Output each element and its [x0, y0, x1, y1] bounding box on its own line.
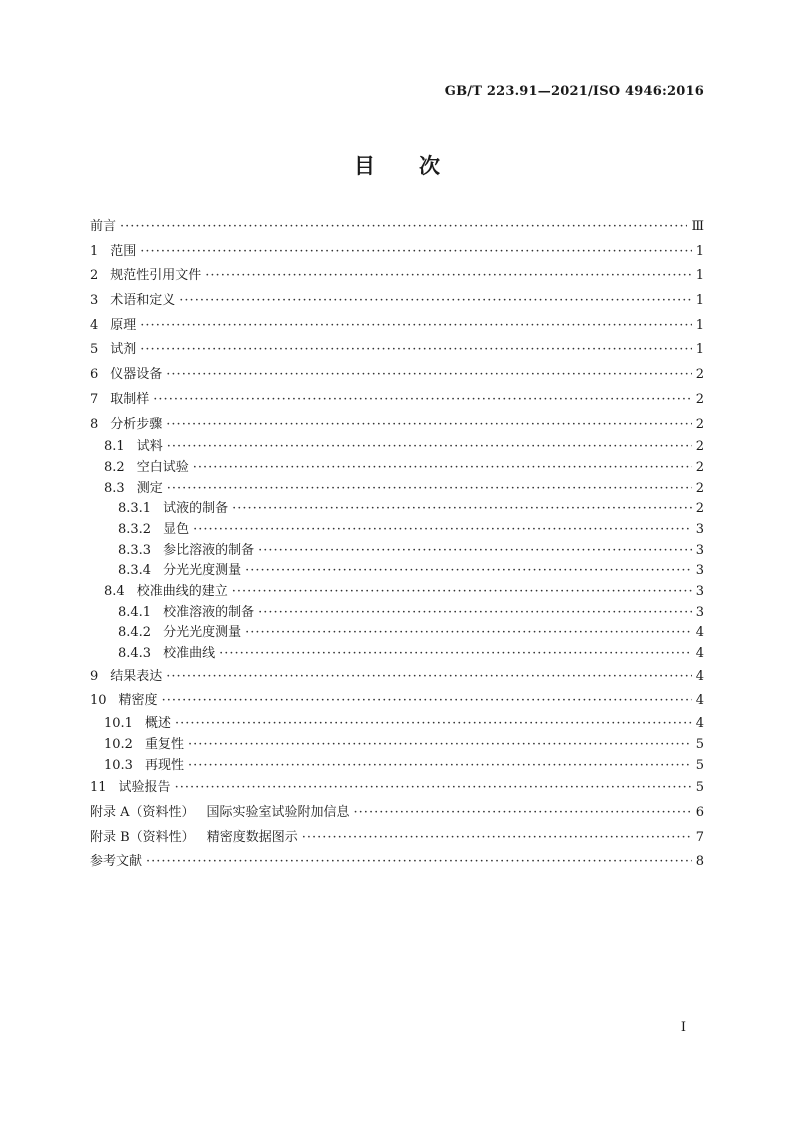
toc-entry-label: 显色	[163, 521, 190, 537]
toc-entry[interactable]	[90, 826, 704, 851]
toc-entry-label: 精密度数据图示	[206, 829, 298, 845]
toc-entry[interactable]	[90, 215, 704, 240]
toc-entry-number: 8.3.3	[118, 542, 152, 558]
toc-entry-page: 3	[695, 563, 704, 579]
toc-leader-dots	[167, 437, 692, 458]
toc-entry-page: 1	[695, 342, 704, 358]
toc-entry-number: 3	[90, 293, 99, 309]
toc-entry[interactable]	[90, 479, 704, 500]
toc-entry-page: 4	[695, 646, 704, 662]
toc-entry-number: 10.3	[104, 757, 133, 773]
toc-leader-dots	[232, 582, 692, 603]
toc-entry[interactable]	[90, 413, 704, 438]
toc-entry-page: 4	[695, 693, 704, 709]
toc-entry-label: 分光光度测量	[163, 625, 242, 641]
toc-leader-dots	[302, 826, 692, 851]
toc-leader-dots	[140, 338, 691, 363]
toc-entry-page: 2	[695, 439, 704, 455]
toc-entry-number: 8.3.1	[118, 501, 152, 517]
toc-entry-label: 校准曲线	[163, 646, 216, 662]
toc-entry-label: 国际实验室试验附加信息	[206, 804, 350, 820]
toc-entry[interactable]	[90, 541, 704, 562]
toc-entry-label: 参考文献	[90, 854, 143, 870]
toc-entry-number: 附录 B（资料性）	[90, 829, 195, 845]
toc-entry[interactable]	[90, 437, 704, 458]
toc-entry-label: 分析步骤	[110, 416, 163, 432]
toc-entry[interactable]	[90, 314, 704, 339]
toc-leader-dots	[140, 314, 691, 339]
toc-leader-dots	[166, 665, 691, 690]
toc-entry-label: 校准曲线的建立	[136, 584, 228, 599]
toc-leader-dots	[232, 499, 692, 520]
toc-entry[interactable]	[90, 520, 704, 541]
toc-entry[interactable]	[90, 388, 704, 413]
toc-entry-page: 3	[695, 521, 704, 537]
toc-entry-label: 试验报告	[118, 780, 171, 796]
toc-entry-number: 10.2	[104, 736, 133, 752]
toc-entry-label: 规范性引用文件	[110, 268, 202, 284]
toc-entry-label: 重复性	[144, 736, 184, 752]
toc-entry-number: 8.3.2	[118, 521, 152, 537]
toc-entry-page: 8	[695, 854, 704, 870]
toc-entry-page: 2	[695, 501, 704, 517]
toc-leader-dots	[153, 388, 691, 413]
toc-entry[interactable]	[90, 289, 704, 314]
toc-entry-number: 6	[90, 367, 99, 383]
toc-leader-dots	[140, 240, 691, 265]
toc-entry-page: 7	[695, 829, 704, 845]
toc-entry-number: 8.4.2	[118, 625, 152, 641]
toc-entry-page: 3	[695, 584, 704, 599]
toc-entry-number: 11	[90, 780, 107, 796]
toc-entry-label: 取制样	[110, 391, 150, 407]
toc-entry[interactable]	[90, 623, 704, 644]
page-number: I	[680, 1020, 686, 1035]
toc-entry[interactable]	[90, 850, 704, 875]
toc-entry-number: 7	[90, 391, 99, 407]
toc-entry-number: 8.2	[104, 459, 125, 475]
toc-entry-page: 3	[695, 604, 704, 620]
toc-entry-page: 2	[695, 459, 704, 475]
toc-leader-dots	[175, 776, 692, 801]
toc-entry[interactable]	[90, 665, 704, 690]
toc-entry-page: 1	[695, 317, 704, 333]
toc-entry[interactable]	[90, 776, 704, 801]
toc-entry-number: 8.4.3	[118, 646, 152, 662]
toc-leader-dots	[354, 801, 692, 826]
toc-entry-number: 8.4	[104, 584, 125, 599]
toc-leader-dots	[219, 644, 692, 665]
toc-leader-dots	[188, 756, 692, 777]
toc-entry[interactable]	[90, 644, 704, 665]
toc-entry-label: 范围	[110, 243, 137, 259]
toc-entry-number: 10.1	[104, 716, 133, 732]
toc-leader-dots	[120, 215, 687, 240]
toc-entry[interactable]	[90, 561, 704, 582]
toc-entry-label: 校准溶液的制备	[163, 604, 255, 620]
toc-entry-label: 测定	[136, 480, 163, 496]
toc-leader-dots	[167, 479, 692, 500]
toc-entry-label: 参比溶液的制备	[163, 542, 255, 558]
toc-leader-dots	[245, 561, 692, 582]
toc-entry-number: 2	[90, 268, 99, 284]
toc-entry-page: 4	[695, 625, 704, 641]
toc-entry-number: 8.1	[104, 439, 125, 455]
toc-entry[interactable]	[90, 363, 704, 388]
toc-entry[interactable]	[90, 458, 704, 479]
toc-entry-number: 8	[90, 416, 99, 432]
toc-leader-dots	[205, 264, 691, 289]
toc-entry[interactable]	[90, 499, 704, 520]
toc-leader-dots	[146, 850, 692, 875]
toc-leader-dots	[166, 363, 691, 388]
toc-leader-dots	[179, 289, 691, 314]
toc-entry-number: 8.4.1	[118, 604, 152, 620]
toc-entry-label: 术语和定义	[110, 293, 176, 309]
toc-entry[interactable]	[90, 714, 704, 735]
toc-entry-label: 前言	[90, 219, 117, 234]
toc-entry-page: 2	[695, 367, 704, 383]
toc-leader-dots	[258, 541, 692, 562]
toc-entry-label: 精密度	[118, 693, 158, 709]
toc-leader-dots	[162, 689, 692, 714]
toc-entry-number: 10	[90, 693, 107, 709]
toc-entry-number: 8.3	[104, 480, 125, 496]
toc-leader-dots	[175, 714, 692, 735]
table-of-contents	[90, 215, 704, 875]
toc-entry-number: 8.3.4	[118, 563, 152, 579]
toc-entry-label: 再现性	[144, 757, 184, 773]
toc-entry[interactable]	[90, 603, 704, 624]
toc-leader-dots	[245, 623, 692, 644]
page-title: 目次	[354, 153, 484, 178]
toc-entry-number: 附录 A（资料性）	[90, 804, 195, 820]
toc-entry-label: 试液的制备	[163, 501, 229, 517]
toc-entry-number: 9	[90, 668, 99, 684]
toc-entry-page: 2	[695, 480, 704, 496]
toc-entry-page: 2	[695, 416, 704, 432]
toc-leader-dots	[188, 735, 692, 756]
toc-entry[interactable]	[90, 801, 704, 826]
toc-entry-page: 2	[695, 391, 704, 407]
toc-entry[interactable]	[90, 735, 704, 756]
toc-leader-dots	[258, 603, 692, 624]
toc-entry-label: 结果表达	[110, 668, 163, 684]
standard-number: GB/T 223.91—2021/ISO 4946:2016	[444, 84, 704, 99]
toc-entry[interactable]	[90, 582, 704, 603]
toc-entry-label: 空白试验	[136, 459, 189, 475]
toc-entry-page: 3	[695, 542, 704, 558]
toc-entry[interactable]	[90, 338, 704, 363]
toc-entry-page: 1	[695, 243, 704, 259]
toc-entry-page: 5	[695, 780, 704, 796]
toc-entry-page: 4	[695, 668, 704, 684]
toc-entry-page: 4	[695, 716, 704, 732]
toc-entry-page: 1	[695, 293, 704, 309]
toc-leader-dots	[193, 458, 692, 479]
toc-entry-number: 5	[90, 342, 99, 358]
toc-entry-label: 概述	[144, 716, 171, 732]
toc-entry-page: Ⅲ	[691, 219, 704, 234]
toc-entry-number: 1	[90, 243, 99, 259]
toc-entry-page: 5	[695, 736, 704, 752]
toc-entry[interactable]	[90, 756, 704, 777]
toc-entry[interactable]	[90, 689, 704, 714]
toc-entry-label: 原理	[110, 317, 137, 333]
toc-entry-label: 试料	[136, 439, 163, 455]
toc-entry-page: 1	[695, 268, 704, 284]
toc-entry-number: 4	[90, 317, 99, 333]
toc-leader-dots	[166, 413, 691, 438]
toc-entry-label: 仪器设备	[110, 367, 163, 383]
toc-entry-page: 6	[695, 804, 704, 820]
toc-entry-page: 5	[695, 757, 704, 773]
toc-entry-label: 试剂	[110, 342, 137, 358]
toc-entry-label: 分光光度测量	[163, 563, 242, 579]
toc-leader-dots	[193, 520, 692, 541]
toc-entry[interactable]	[90, 264, 704, 289]
toc-entry[interactable]	[90, 240, 704, 265]
